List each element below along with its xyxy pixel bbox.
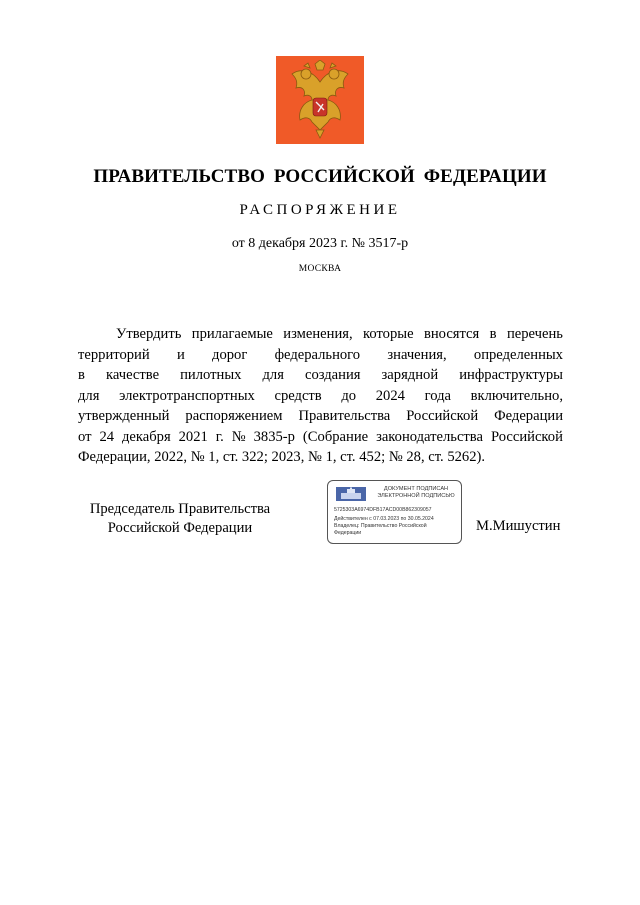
certificate-serial: 5725303A6974DFB17ACD00B862309057 bbox=[334, 507, 432, 513]
stamp-title-line: ДОКУМЕНТ ПОДПИСАН bbox=[383, 486, 449, 492]
government-building-icon bbox=[336, 487, 366, 501]
stamp-title-line: ЭЛЕКТРОННОЙ ПОДПИСЬЮ bbox=[377, 493, 455, 499]
double-headed-eagle-icon bbox=[282, 60, 358, 140]
text-line: территорий и дорог федерального значения, определенных bbox=[78, 346, 563, 363]
electronic-signature-stamp bbox=[327, 480, 462, 544]
signer-position-line: Российской Федерации bbox=[107, 520, 253, 536]
city: МОСКВА bbox=[298, 264, 342, 274]
text-line: от 24 декабря 2021 г. № 3835-р (Собрание законодательства Российской bbox=[78, 428, 563, 445]
order-text bbox=[78, 324, 563, 468]
document-type: РАСПОРЯЖЕНИЕ bbox=[239, 202, 401, 218]
text-line: для электротранспортных средств до 2024 года включительно, bbox=[78, 387, 563, 404]
signer-position bbox=[78, 500, 282, 538]
document-date-number: от 8 декабря 2023 г. № 3517-р bbox=[231, 236, 409, 251]
text-line: утвержденный распоряжением Правительства Российской Федерации bbox=[78, 408, 563, 424]
signer-name: М.Мишустин bbox=[476, 518, 561, 534]
government-title: ПРАВИТЕЛЬСТВО РОССИЙСКОЙ ФЕДЕРАЦИИ bbox=[93, 166, 547, 187]
coat-of-arms bbox=[276, 56, 364, 144]
certificate-owner: Федерации bbox=[334, 530, 362, 536]
signer-position-line: Председатель Правительства bbox=[89, 501, 271, 517]
text-line: Утвердить прилагаемые изменения, которые вносятся в перечень bbox=[116, 326, 563, 342]
certificate-validity: Действителен с 07.03.2023 по 30.05.2024 bbox=[334, 516, 434, 522]
text-line: в качестве пилотных для создания зарядной инфраструктуры bbox=[78, 367, 563, 383]
stamp-title bbox=[372, 486, 460, 500]
certificate-owner: Владелец: Правительство Российской bbox=[334, 523, 427, 529]
text-line: Федерации, 2022, № 1, ст. 322; 2023, № 1, ст. 452; № 28, ст. 5262). bbox=[78, 449, 486, 465]
